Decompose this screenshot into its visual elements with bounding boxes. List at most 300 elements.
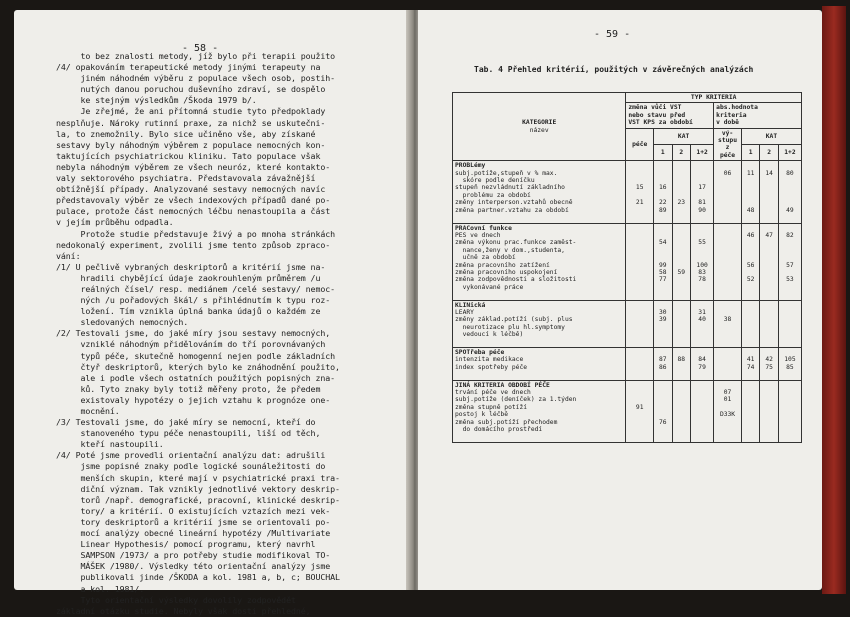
criterion-value	[675, 284, 688, 291]
text-line: čtyř deskriptorů, kterých bylo ke znáhodnění použito,	[56, 361, 340, 372]
criterion-value	[628, 276, 651, 283]
criterion-value	[656, 254, 669, 261]
criterion-value: 59	[677, 268, 686, 276]
criterion-value	[656, 247, 669, 254]
criterion-name: změna pracovního uspokojení	[455, 268, 558, 276]
text-line: mocí analýzy obecné lineární hypotézy /Multivariate	[56, 528, 331, 539]
header-kategorie: KATEGORIE název	[453, 93, 626, 161]
page-number-left: - 58 -	[182, 43, 219, 54]
criterion-value	[693, 419, 711, 426]
criterion-value: 48	[746, 206, 755, 214]
criterion-value-cell	[778, 300, 801, 347]
criterion-value	[716, 364, 739, 371]
criterion-value	[781, 269, 799, 276]
criterion-name: index spotřeby péče	[455, 363, 528, 371]
book-spine	[822, 6, 846, 594]
text-line: /3/ Testovali jsme, do jaké míry se nemocní, kteří do	[56, 417, 316, 428]
criterion-value	[762, 426, 775, 433]
table-body	[453, 161, 802, 443]
criterion-value: 11	[746, 169, 755, 177]
header-vystupu: vý- stupu z péče	[714, 128, 742, 161]
table-section-row	[453, 300, 802, 347]
text-line: představovaly výběr ze všech indexových případů dané po-	[56, 195, 331, 206]
criterion-value	[762, 331, 775, 338]
criterion-value	[781, 184, 799, 191]
criterion-name: problému za období	[455, 191, 531, 199]
criterion-value	[693, 426, 711, 433]
criterion-value	[762, 192, 775, 199]
criterion-value: 79	[698, 363, 706, 371]
criterion-name: změna subj.potíží přechodem	[455, 418, 558, 426]
criterion-value	[781, 177, 799, 184]
criterion-value: 38	[723, 316, 732, 324]
criterion-value	[656, 324, 669, 331]
criterion-value	[628, 356, 651, 363]
text-line: Je zřejmé, že ani přítomná studie tyto předpoklady	[56, 106, 326, 117]
criterion-value	[675, 170, 688, 177]
criterion-value: 56	[746, 261, 755, 269]
criterion-value	[693, 254, 711, 261]
criterion-value: 31	[698, 308, 706, 316]
criterion-value-cell	[741, 380, 759, 442]
criterion-value-cell	[672, 161, 690, 223]
criterion-value: 100	[696, 261, 708, 269]
criterion-value	[675, 324, 688, 331]
text-line: taktujících psychiatrickou kliniku. Tato populace však	[56, 150, 321, 161]
criterion-value	[762, 404, 775, 411]
criterion-value: 42	[765, 356, 773, 364]
criterion-value: 23	[677, 199, 686, 207]
criterion-value-cell	[691, 380, 714, 442]
criterion-value: 39	[659, 316, 667, 324]
criterion-value: 78	[698, 276, 706, 284]
criterion-value	[675, 389, 688, 396]
criterion-value	[656, 426, 669, 433]
criterion-value	[693, 170, 711, 177]
criterion-value	[762, 389, 775, 396]
left-page-text	[56, 51, 340, 617]
criterion-value-cell	[714, 300, 742, 347]
criterion-value	[781, 316, 799, 323]
text-line: valy sektorového psychiatra. Představovala závažnější	[56, 173, 316, 184]
criterion-value: 91	[635, 403, 644, 411]
section-title: KLINická	[455, 301, 486, 309]
criterion-value	[628, 396, 651, 403]
criterion-value-cell	[741, 348, 759, 381]
criterion-value	[744, 192, 757, 199]
criterion-name: neurotizace plu hl.symptomy	[455, 323, 565, 331]
criterion-value	[693, 396, 711, 403]
text-line: obtížnější případy. Analyzované sestavy nemocných navíc	[56, 184, 326, 195]
criterion-value	[693, 389, 711, 396]
criterion-value	[744, 316, 757, 323]
criterion-value	[781, 331, 799, 338]
criterion-value: 54	[659, 239, 667, 247]
text-line: to bez znalosti metody, jíž bylo při terapii použito	[56, 51, 336, 61]
criterion-name: změna výkonu prac.funkce zaměst-	[455, 239, 577, 247]
criterion-value-cell	[714, 161, 742, 223]
criterion-value: 85	[786, 363, 794, 371]
criterion-value	[693, 177, 711, 184]
criterion-name: trvání péče ve dnech	[455, 389, 531, 397]
criterion-value	[716, 331, 739, 338]
text-line: ložení. Tím vznikla úplná banka údajů o každém ze	[56, 306, 321, 317]
criterion-value: 47	[765, 231, 773, 239]
criterion-value: 82	[786, 231, 794, 239]
criterion-value	[716, 199, 739, 206]
text-line: MÁŠEK /1980/. Výsledky této orientační analýzy jsme	[56, 561, 331, 572]
criterion-name: vedoucí k léčbě)	[455, 331, 524, 339]
criterion-value	[716, 426, 739, 433]
criterion-value	[628, 316, 651, 323]
criterion-value	[744, 309, 757, 316]
criterion-value	[744, 389, 757, 396]
text-line: základní otázku studie. Nebyly však dosti přehledné,	[56, 605, 311, 616]
criterion-name: změna partner.vztahu za období	[455, 206, 569, 214]
criterion-value	[693, 324, 711, 331]
criterion-value-cell	[778, 161, 801, 223]
criterion-value	[744, 284, 757, 291]
criterion-value	[781, 404, 799, 411]
criterion-name: postoj k léčbě	[455, 411, 509, 419]
text-line: nutých danou poruchou duševního zdraví, se dospělo	[56, 84, 326, 95]
criterion-label-cell	[453, 300, 626, 347]
criterion-name: skóre podle deníčku	[455, 177, 535, 185]
criterion-value	[781, 419, 799, 426]
criterion-name: do domácího prostředí	[455, 426, 543, 434]
header-kat-abs-2: 2	[760, 144, 778, 160]
criterion-value	[762, 207, 775, 214]
criterion-value: 06	[723, 169, 732, 177]
criterion-value	[781, 396, 799, 403]
criterion-value	[762, 276, 775, 283]
text-line: sledovaných nemocných.	[56, 317, 189, 328]
criterion-value	[744, 419, 757, 426]
criterion-value: 15	[635, 184, 644, 192]
criterion-value-cell	[760, 380, 778, 442]
criterion-value-cell	[778, 380, 801, 442]
criterion-value: 75	[765, 363, 773, 371]
criterion-value	[656, 389, 669, 396]
criterion-value-cell	[626, 223, 654, 300]
text-line: typů péče, skutečně homogenní nejen podle základních	[56, 350, 336, 361]
criterion-value: 01	[723, 396, 732, 404]
criterion-value	[716, 247, 739, 254]
text-line: vzniklé náhodným přidělováním do tří porovnávaných	[56, 339, 326, 350]
text-line: jsme popisné znaky podle logické sounáležitosti do	[56, 461, 326, 472]
criterion-value: 30	[659, 308, 667, 316]
criterion-value	[781, 324, 799, 331]
criterion-value	[656, 232, 669, 239]
section-title: PRACovní funkce	[455, 224, 512, 232]
criterion-value	[781, 239, 799, 246]
criterion-value	[716, 284, 739, 291]
text-line: publikovali jinde /ŠKODA a kol. 1981 a, b, c; BOUCHAL	[56, 572, 340, 583]
text-line: jiném náhodném výběru z populace všech osob, postih-	[56, 73, 336, 84]
criterion-value	[762, 411, 775, 418]
criterion-value	[675, 419, 688, 426]
text-line: v jejím průběhu odpadla.	[56, 217, 174, 228]
criterion-value: 49	[786, 206, 794, 214]
criterion-value: 84	[698, 356, 706, 364]
text-line: hradili chybějící údaje zaokrouhleným průměrem /u	[56, 272, 321, 283]
text-line: tory deskriptorů a kritérií jsme se orientovali po-	[56, 516, 331, 527]
criterion-value	[656, 396, 669, 403]
criterion-value-cell	[714, 348, 742, 381]
criterion-value	[675, 207, 688, 214]
criterion-value: 46	[746, 231, 755, 239]
criterion-value	[628, 411, 651, 418]
criterion-value: 83	[698, 268, 706, 276]
criterion-value	[628, 324, 651, 331]
text-line: reálných čísel/ resp. mediánem /celé sestavy/ nemoc-	[56, 283, 336, 294]
criterion-value	[762, 316, 775, 323]
right-page	[418, 10, 822, 590]
criterion-value: 41	[746, 356, 755, 364]
criterion-value: 86	[659, 363, 667, 371]
criterion-value-cell	[760, 348, 778, 381]
criterion-value	[744, 404, 757, 411]
table-header	[453, 93, 802, 161]
criterion-value-cell	[654, 348, 672, 381]
criterion-value: 07	[723, 389, 732, 397]
criterion-value	[716, 356, 739, 363]
criterion-value	[762, 262, 775, 269]
criterion-value	[628, 284, 651, 291]
criterion-value	[762, 247, 775, 254]
criterion-label-cell	[453, 380, 626, 442]
criterion-value-cell	[741, 161, 759, 223]
text-line: /2/ Testovali jsme, do jaké míry jsou sestavy nemocných,	[56, 328, 331, 339]
header-kat: KAT	[654, 128, 714, 144]
criterion-value	[762, 254, 775, 261]
criterion-value	[675, 239, 688, 246]
text-line: ke stejným výsledkům /Škoda 1979 b/.	[56, 95, 257, 106]
criterion-label-cell	[453, 348, 626, 381]
criterion-value	[628, 254, 651, 261]
criterion-value	[656, 177, 669, 184]
criterion-value	[675, 192, 688, 199]
text-line: stanoveného typu péče nenastoupili, liší od těch,	[56, 428, 321, 439]
text-line: menších skupin, které mají v psychiatrické praxi tra-	[56, 472, 340, 483]
criterion-value	[744, 324, 757, 331]
criterion-value	[781, 199, 799, 206]
left-page	[14, 10, 410, 616]
criterion-value	[693, 284, 711, 291]
criterion-name: změna pracovního zatížení	[455, 261, 550, 269]
text-line: nebyla náhodným výběrem ze všech neuróz, které kontakto-	[56, 161, 331, 172]
text-line: a kol. 1981/.	[56, 583, 145, 594]
criterion-value	[744, 239, 757, 246]
criterion-value	[675, 316, 688, 323]
section-title: PROBLémy	[455, 162, 486, 170]
header-kat-12: 1+2	[691, 144, 714, 160]
criterion-value	[675, 232, 688, 239]
criterion-value	[762, 419, 775, 426]
criterion-value: 81	[698, 199, 706, 207]
criterion-value	[628, 192, 651, 199]
criterion-value	[781, 426, 799, 433]
criterion-name: subj.potíže,stupeň v % max.	[455, 169, 558, 177]
criterion-value	[628, 426, 651, 433]
criterion-value	[762, 199, 775, 206]
criterion-value	[656, 192, 669, 199]
criterion-value	[762, 309, 775, 316]
criterion-value	[716, 419, 739, 426]
criterion-value-cell	[672, 223, 690, 300]
criterion-value	[675, 262, 688, 269]
criterion-value-cell	[741, 223, 759, 300]
criterion-value	[628, 247, 651, 254]
criterion-value-cell	[654, 161, 672, 223]
criterion-value	[716, 184, 739, 191]
criterion-value-cell	[714, 223, 742, 300]
criterion-value	[628, 239, 651, 246]
criterion-value: 105	[784, 356, 796, 364]
header-kat-1: 1	[654, 144, 672, 160]
criterion-value-cell	[760, 161, 778, 223]
text-line: mocnění.	[56, 406, 120, 416]
criterion-name: změny interperson.vztahů obecně	[455, 199, 573, 207]
criterion-value: 58	[659, 268, 667, 276]
text-line: la, to znemožnily. Bylo sice učiněno vše, aby získané	[56, 128, 316, 139]
section-title: SPOTřeba péče	[455, 349, 505, 356]
criterion-value: 88	[677, 356, 686, 364]
header-pece: péče	[626, 128, 654, 161]
criterion-value	[744, 177, 757, 184]
criterion-value	[628, 232, 651, 239]
criterion-value	[693, 232, 711, 239]
criterion-value	[675, 177, 688, 184]
text-line: torů /např. demografické, pracovní, klinické deskrip-	[56, 494, 340, 505]
table-section-row	[453, 161, 802, 223]
criterion-value	[716, 404, 739, 411]
criterion-value	[656, 404, 669, 411]
criterion-value	[744, 269, 757, 276]
criterion-value	[781, 411, 799, 418]
criterion-value	[744, 331, 757, 338]
header-kat-abs-12: 1+2	[778, 144, 801, 160]
criterion-value	[628, 364, 651, 371]
criterion-value	[716, 177, 739, 184]
text-line: tory/ a kritérií. O existujících vztazích mezi vek-	[56, 505, 331, 516]
criterion-value-cell	[626, 380, 654, 442]
criterion-value	[762, 324, 775, 331]
criterion-value-cell	[691, 300, 714, 347]
page-number-right: - 59 -	[594, 29, 631, 40]
criterion-value	[675, 411, 688, 418]
criterion-value	[675, 404, 688, 411]
criterion-value-cell	[760, 223, 778, 300]
criterion-value: 76	[659, 418, 667, 426]
criterion-value	[628, 177, 651, 184]
criterion-value	[762, 177, 775, 184]
text-line: ků. Tyto znaky byly totiž měřeny proto, že předem	[56, 383, 321, 394]
text-line: /4/ opakováním terapeutické metody jinými terapeuty na	[56, 62, 321, 73]
criterion-value	[716, 262, 739, 269]
criterion-name: nance,ženy v dom.,studenta,	[455, 246, 565, 254]
criterion-value	[781, 389, 799, 396]
criterion-value: 55	[698, 239, 706, 247]
text-line: /1/ U pečlivě vybraných deskriptorů a kritérií jsme na-	[56, 261, 326, 272]
criterion-value	[675, 426, 688, 433]
criterion-value	[716, 232, 739, 239]
criterion-value: 22	[659, 199, 667, 207]
header-abs-hodnota: abs.hodnota kriteria v době	[714, 103, 802, 128]
criterion-value	[762, 396, 775, 403]
criterion-value-cell	[691, 161, 714, 223]
criterion-value	[716, 324, 739, 331]
text-line: sestavy byly náhodným výběrem z populace nemocných kon-	[56, 139, 326, 150]
criterion-value-cell	[672, 348, 690, 381]
criteria-table	[452, 92, 802, 443]
criterion-value	[693, 192, 711, 199]
criterion-value-cell	[654, 380, 672, 442]
criterion-value	[656, 170, 669, 177]
criterion-value	[675, 254, 688, 261]
criterion-value: 40	[698, 316, 706, 324]
criterion-value	[675, 184, 688, 191]
criterion-name: změny základ.potíží (subj. plus	[455, 316, 573, 324]
text-line: /4/ Poté jsme provedli orientační analýzu dat: adrušili	[56, 450, 326, 461]
criterion-value	[628, 389, 651, 396]
section-title: JINÁ KRITERIA OBDOBÍ PÉČE	[455, 381, 550, 389]
criterion-value: 53	[786, 276, 794, 284]
criterion-value: D33K	[719, 411, 736, 419]
table-section-row	[453, 380, 802, 442]
table-section-row	[453, 223, 802, 300]
criterion-value: 16	[659, 184, 667, 192]
criterion-value: 89	[659, 206, 667, 214]
criterion-value	[781, 247, 799, 254]
text-line: pulace, protože část nemocných léčbu nenastoupila a část	[56, 206, 331, 217]
criterion-value-cell	[672, 300, 690, 347]
text-line: Protože studie představuje živý a po mnoha stránkách	[56, 228, 336, 239]
criterion-value-cell	[778, 223, 801, 300]
criterion-value-cell	[626, 161, 654, 223]
text-line: kteří nastoupili.	[56, 439, 164, 450]
criterion-value: 80	[786, 169, 794, 177]
criterion-value-cell	[778, 348, 801, 381]
criterion-name: změna stupně potíží	[455, 403, 528, 411]
criterion-name: LEARY	[455, 308, 474, 316]
criterion-value	[744, 247, 757, 254]
header-typ-kriteria: TYP KRITERIA	[626, 93, 802, 103]
criterion-name: učně za období	[455, 254, 516, 262]
table-caption: Tab. 4 Přehled kritérií, použitých v závěrečných analýzách	[474, 65, 754, 74]
text-line: ale i podle všech ostatních použitých popisných zna-	[56, 372, 336, 383]
criterion-name: subj.potíže (deníček) za 1.týden	[455, 396, 577, 404]
criterion-value	[628, 207, 651, 214]
criterion-name: PES ve dnech	[455, 231, 501, 239]
criterion-name: intenzita medikace	[455, 356, 524, 364]
criterion-value	[744, 254, 757, 261]
criterion-value	[716, 192, 739, 199]
criterion-value	[716, 269, 739, 276]
criterion-value	[781, 284, 799, 291]
criterion-name: změna zodpovědnosti a složitosti	[455, 276, 577, 284]
text-line: existovaly hypotézy o jejich vztahu k prognóze one-	[56, 394, 331, 405]
text-line: Tyto orientační výsledky dovolily zodpovědět	[56, 594, 296, 605]
criterion-value	[675, 396, 688, 403]
header-zmena: změna vůči VST nebo stavu před VST KPS za období	[626, 103, 714, 128]
criterion-value	[744, 396, 757, 403]
criterion-label-cell	[453, 223, 626, 300]
criterion-value-cell	[741, 300, 759, 347]
criterion-value	[656, 411, 669, 418]
criterion-value	[628, 419, 651, 426]
criterion-value	[675, 364, 688, 371]
